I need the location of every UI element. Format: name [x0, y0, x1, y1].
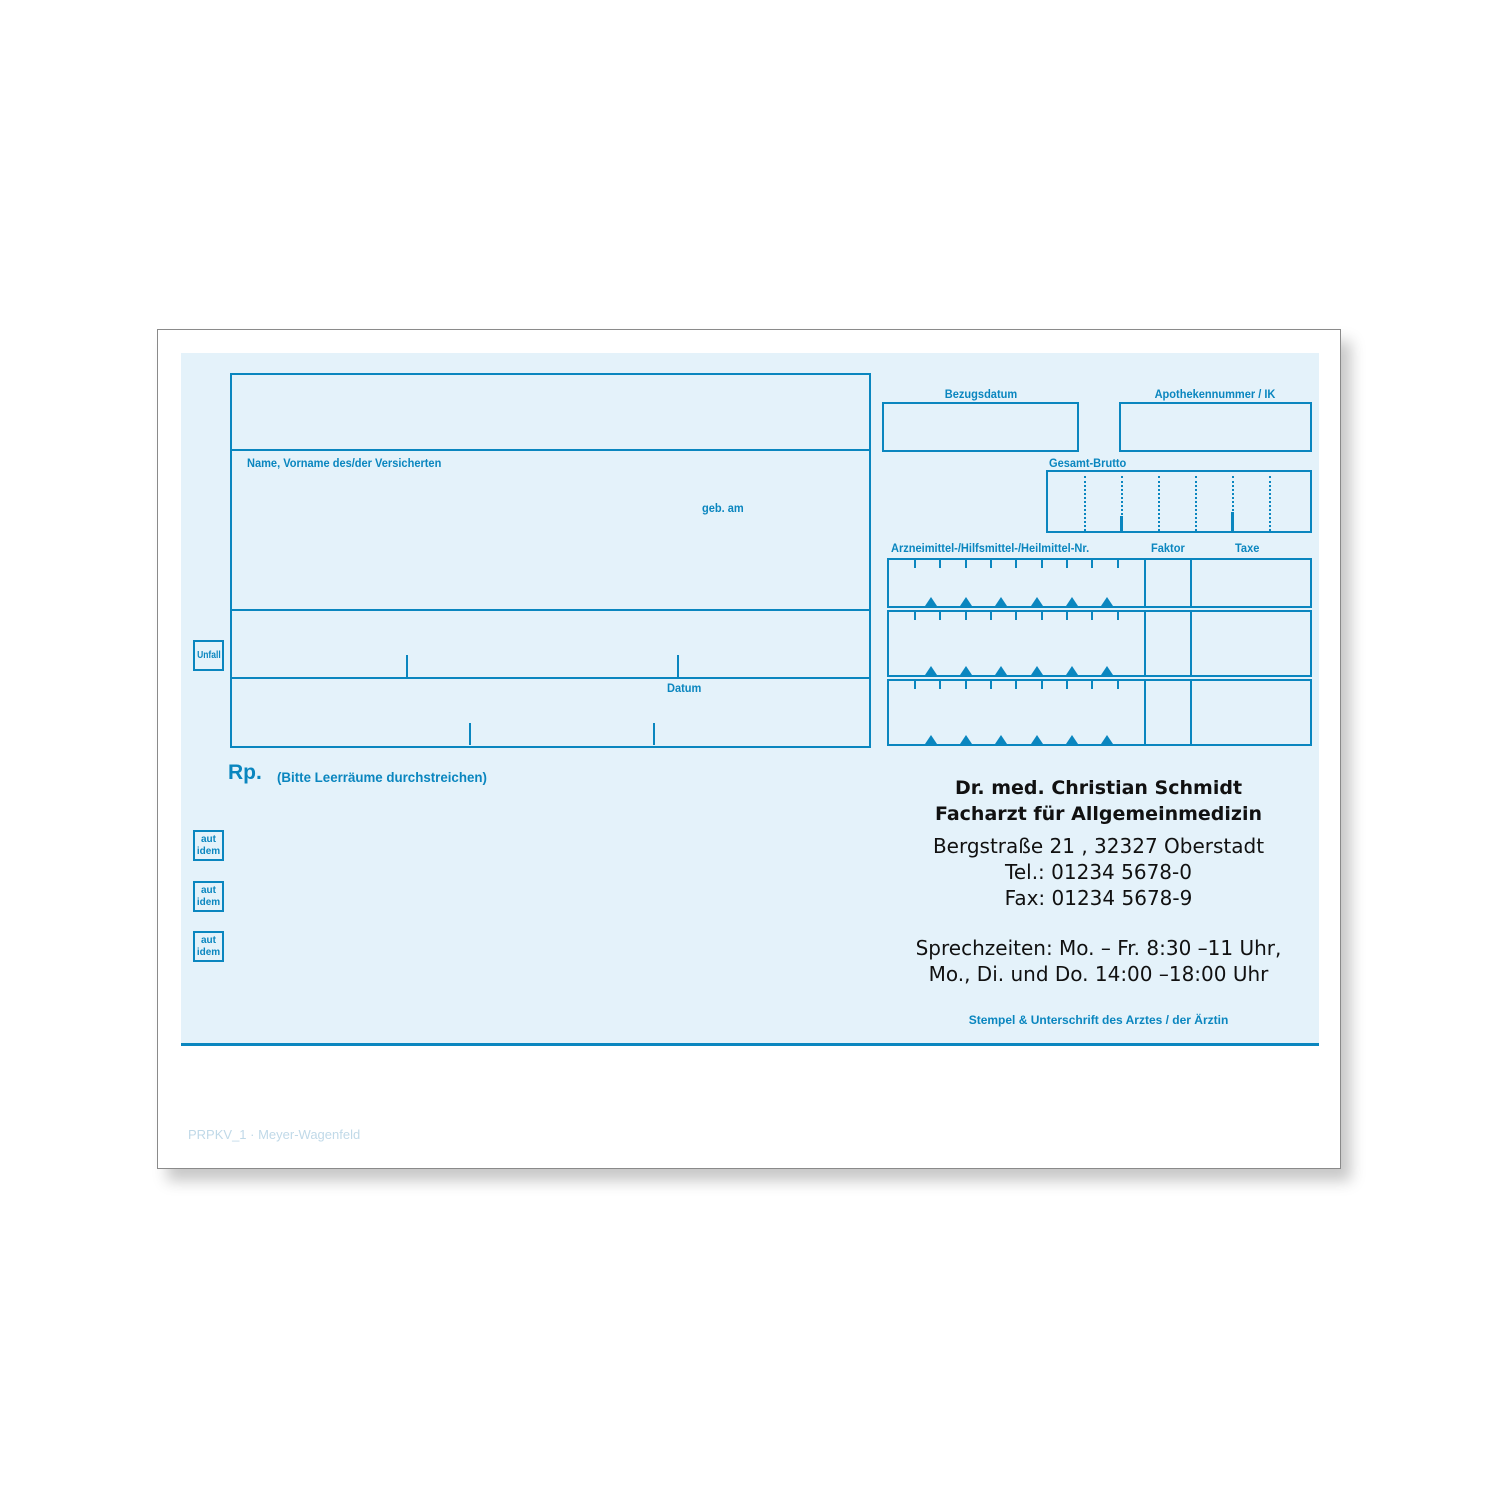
form-footer: PRPKV_1 · Meyer-Wagenfeld	[188, 1127, 361, 1142]
row-faktor-divider	[1144, 681, 1146, 744]
digit-tick	[1066, 612, 1068, 620]
digit-tick	[1091, 560, 1093, 568]
bezugsdatum-label: Bezugsdatum	[944, 387, 1018, 401]
name-label: Name, Vorname des/der Versicherten	[247, 456, 442, 470]
brutto-digit-divider	[1195, 476, 1197, 531]
digit-tick	[1091, 612, 1093, 620]
digit-marker	[1101, 666, 1113, 675]
digit-marker	[995, 735, 1007, 744]
digit-marker	[1101, 597, 1113, 606]
arzneimittel-nr-label: Arzneimittel-/Hilfsmittel-/Heilmittel-Nr.	[891, 541, 1090, 555]
taxe-label: Taxe	[1235, 541, 1260, 555]
birthdate-label: geb. am	[702, 501, 744, 515]
id-separator-1	[406, 655, 408, 677]
doctor-stamp	[901, 775, 1296, 987]
brutto-digit-divider	[1158, 476, 1160, 531]
digit-marker	[925, 666, 937, 675]
digit-tick	[1066, 681, 1068, 689]
date-label: Datum	[667, 681, 702, 695]
digit-tick	[1066, 560, 1068, 568]
digit-marker	[960, 597, 972, 606]
digit-marker	[1101, 735, 1113, 744]
row-faktor-divider	[1144, 612, 1146, 675]
digit-tick	[1041, 612, 1043, 620]
insurance-divider	[230, 449, 869, 451]
brutto-decimal-mark	[1231, 512, 1234, 531]
aut-idem-line2: idem	[196, 845, 221, 857]
digit-marker	[1031, 597, 1043, 606]
digit-tick	[1041, 681, 1043, 689]
doctor-specialty: Facharzt für Allgemeinmedizin	[934, 803, 1263, 825]
doctor-address: Bergstraße 21 , 32327 Oberstadt	[932, 834, 1265, 858]
aut-idem-checkbox-2[interactable]	[193, 881, 224, 912]
doctor-hours-2: Mo., Di. und Do. 14:00 –18:00 Uhr	[928, 962, 1269, 986]
date-separator-2	[653, 723, 655, 745]
row-taxe-divider	[1190, 681, 1192, 744]
patient-info-box	[230, 373, 871, 748]
apotheken-label: Apothekennummer / IK	[1154, 387, 1276, 401]
digit-tick	[1117, 612, 1119, 620]
date-divider	[230, 677, 869, 679]
digit-tick	[939, 681, 941, 689]
digit-tick	[965, 612, 967, 620]
aut-idem-line2: idem	[196, 946, 221, 958]
prescription-form-card	[157, 329, 1341, 1169]
brutto-decimal-mark	[1120, 516, 1123, 531]
aut-idem-line1: aut	[201, 884, 216, 896]
digit-tick	[939, 560, 941, 568]
date-separator-1	[469, 723, 471, 745]
aut-idem-checkbox-1[interactable]	[193, 830, 224, 861]
digit-marker	[960, 735, 972, 744]
row-taxe-divider	[1190, 560, 1192, 606]
medication-row-2[interactable]	[887, 610, 1312, 677]
digit-marker	[960, 666, 972, 675]
aut-idem-line1: aut	[201, 934, 216, 946]
digit-marker	[995, 666, 1007, 675]
doctor-tel: Tel.: 01234 5678-0	[1005, 860, 1192, 884]
unfall-label: Unfall	[196, 649, 221, 661]
apotheken-field[interactable]	[1119, 402, 1312, 452]
digit-tick	[1117, 560, 1119, 568]
doctor-name: Dr. med. Christian Schmidt	[954, 777, 1243, 799]
unfall-checkbox[interactable]	[193, 640, 224, 671]
digit-tick	[1015, 612, 1017, 620]
digit-marker	[1066, 735, 1078, 744]
id-separator-2	[677, 655, 679, 677]
digit-marker	[1066, 597, 1078, 606]
brutto-digit-divider	[1084, 476, 1086, 531]
doctor-fax: Fax: 01234 5678-9	[1004, 886, 1193, 910]
digit-tick	[914, 612, 916, 620]
digit-tick	[914, 681, 916, 689]
aut-idem-checkbox-3[interactable]	[193, 931, 224, 962]
digit-marker	[1031, 735, 1043, 744]
gesamt-brutto-label: Gesamt-Brutto	[1049, 456, 1127, 470]
doctor-hours-1: Sprechzeiten: Mo. – Fr. 8:30 –11 Uhr,	[915, 936, 1282, 960]
gesamt-brutto-field[interactable]	[1046, 470, 1312, 533]
digit-marker	[1031, 666, 1043, 675]
digit-tick	[965, 560, 967, 568]
digit-tick	[1015, 560, 1017, 568]
digit-marker	[925, 597, 937, 606]
medication-row-1[interactable]	[887, 558, 1312, 608]
address-divider	[230, 609, 869, 611]
stamp-signature-label: Stempel & Unterschrift des Arztes / der Ärztin	[968, 1013, 1229, 1027]
prescription-form	[181, 353, 1319, 1043]
rp-note: (Bitte Leerräume durchstreichen)	[277, 769, 487, 785]
digit-tick	[990, 681, 992, 689]
digit-marker	[995, 597, 1007, 606]
digit-tick	[1041, 560, 1043, 568]
digit-marker	[925, 735, 937, 744]
digit-tick	[990, 560, 992, 568]
digit-tick	[990, 612, 992, 620]
brutto-digit-divider	[1269, 476, 1271, 531]
digit-tick	[965, 681, 967, 689]
rp-label: Rp.	[228, 761, 262, 784]
aut-idem-line2: idem	[196, 896, 221, 908]
digit-marker	[1066, 666, 1078, 675]
digit-tick	[1015, 681, 1017, 689]
digit-tick	[939, 612, 941, 620]
digit-tick	[1091, 681, 1093, 689]
faktor-label: Faktor	[1151, 541, 1185, 555]
medication-row-3[interactable]	[887, 679, 1312, 746]
form-bottom-rule	[181, 1043, 1319, 1046]
aut-idem-line1: aut	[201, 833, 216, 845]
row-taxe-divider	[1190, 612, 1192, 675]
row-faktor-divider	[1144, 560, 1146, 606]
digit-tick	[914, 560, 916, 568]
digit-tick	[1117, 681, 1119, 689]
bezugsdatum-field[interactable]	[882, 402, 1079, 452]
